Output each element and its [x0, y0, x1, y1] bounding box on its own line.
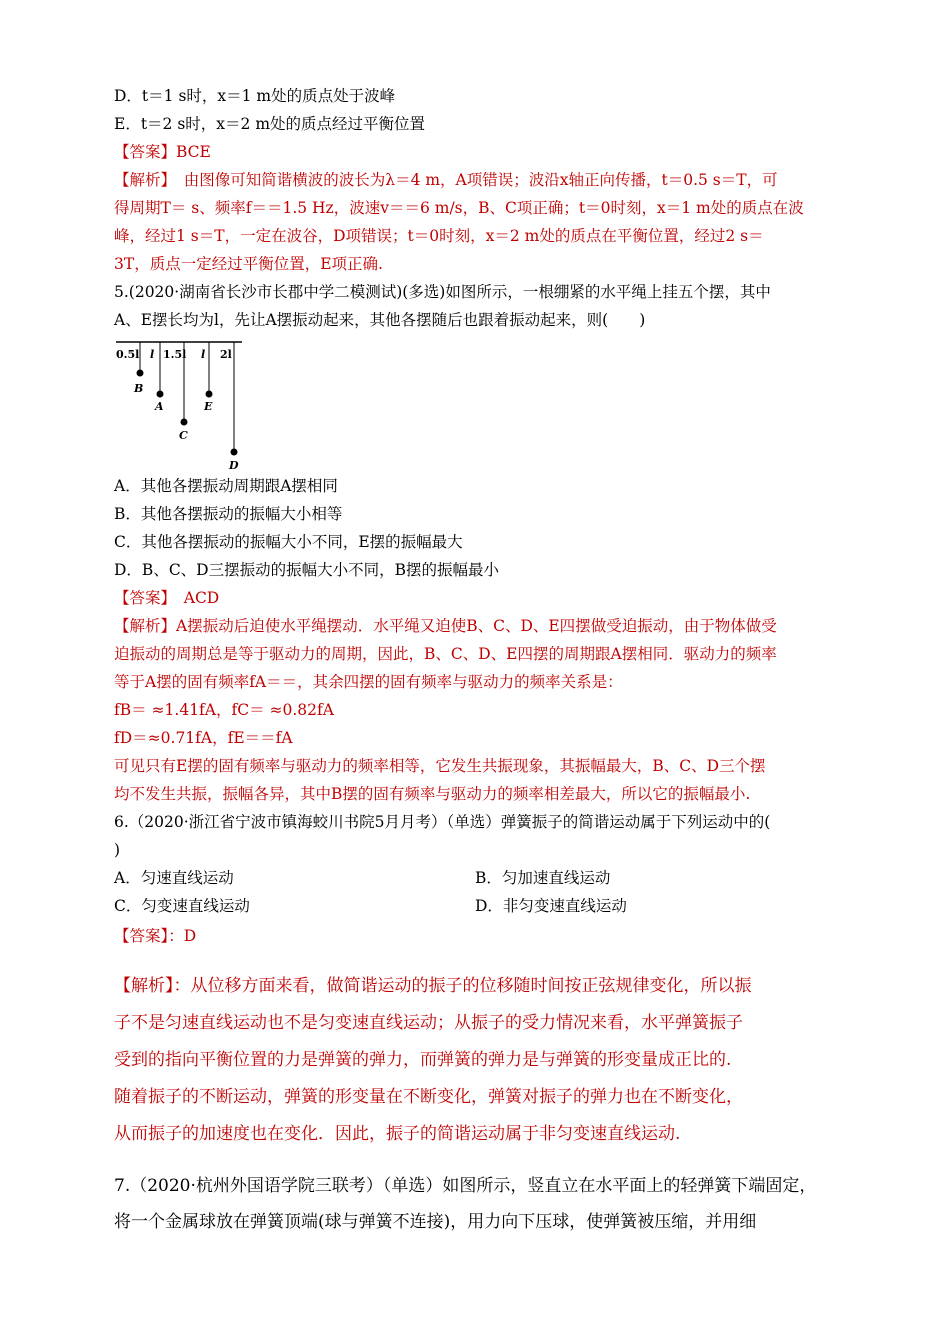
bob-d [231, 449, 238, 456]
q6-stem-line-1: 6.（2020·浙江省宁波市镇海蛟川书院5月月考）（单选）弹簧振子的简谐运动属于下列运动中的( [114, 813, 771, 831]
bob-label-c: C [179, 429, 188, 442]
q4-option-d: D．t＝1 s时，x＝1 m处的质点处于波峰 [114, 87, 396, 105]
bob-a [157, 391, 164, 398]
q6-option-c: C．匀变速直线运动 [114, 897, 250, 915]
q4-answer: 【答案】BCE [114, 143, 211, 161]
q6-explanation-line-2: 子不是匀速直线运动也不是匀变速直线运动；从振子的受力情况来看，水平弹簧振子 [114, 1013, 743, 1033]
q4-explanation-line-2: 得周期T＝ s、频率f＝＝1.5 Hz，波速v＝＝6 m/s，B、C项正确；t＝0时刻，x＝1 m处的质点在波 [114, 199, 804, 217]
pendulum-diagram [112, 340, 247, 475]
bob-c [181, 419, 188, 426]
bob-b [137, 370, 144, 377]
q6-explanation-line-4: 随着振子的不断运动，弹簧的形变量在不断变化，弹簧对振子的弹力也在不断变化， [114, 1087, 743, 1107]
length-label-a: l [150, 348, 155, 361]
length-label-c: 1.5l [163, 348, 187, 361]
bob-label-a: A [155, 400, 164, 413]
q6-option-a: A．匀速直线运动 [114, 869, 234, 887]
q6-answer: 【答案】：D [114, 927, 197, 945]
q6-option-d: D．非匀变速直线运动 [475, 897, 627, 915]
q6-explanation-line-5: 从而振子的加速度也在变化．因此，振子的简谐运动属于非匀变速直线运动. [114, 1124, 681, 1144]
length-label-b: 0.5l [116, 348, 140, 361]
q7-stem-line-2: 将一个金属球放在弹簧顶端(球与弹簧不连接)，用力向下压球，使弹簧被压缩，并用细 [114, 1212, 757, 1232]
bob-e [206, 391, 213, 398]
q4-explanation-line-4: 3T，质点一定经过平衡位置，E项正确. [114, 255, 383, 273]
q6-stem-line-2: ) [114, 841, 121, 859]
q5-option-b: B．其他各摆振动的振幅大小相等 [114, 505, 343, 523]
q5-option-c: C．其他各摆振动的振幅大小不同，E摆的振幅最大 [114, 533, 463, 551]
q5-explanation-line-5: fD＝≈0.71fA，fE＝＝fA [114, 729, 293, 747]
q5-stem-line-1: 5.(2020·湖南省长沙市长郡中学二模测试)(多选)如图所示，一根绷紧的水平绳上挂五个摆，其中 [114, 283, 771, 301]
q5-explanation-line-3: 等于A摆的固有频率fA＝＝，其余四摆的固有频率与驱动力的频率关系是： [114, 673, 623, 691]
length-label-d: 2l [220, 348, 232, 361]
q5-option-a: A．其他各摆振动周期跟A摆相同 [114, 477, 338, 495]
q6-option-b: B．匀加速直线运动 [475, 869, 611, 887]
q4-explanation-line-3: 峰，经过1 s＝T，一定在波谷，D项错误；t＝0时刻，x＝2 m处的质点在平衡位置，经过2 s＝ [114, 227, 764, 245]
bob-label-d: D [229, 459, 239, 472]
q4-option-e: E．t＝2 s时，x＝2 m处的质点经过平衡位置 [114, 115, 426, 133]
q6-explanation-line-1: 【解析】：从位移方面来看，做简谐运动的振子的位移随时间按正弦规律变化，所以振 [114, 976, 752, 996]
q5-explanation-line-6: 可见只有E摆的固有频率与驱动力的频率相等，它发生共振现象，其振幅最大，B、C、D三个摆 [114, 757, 766, 775]
q5-stem-line-2: A、E摆长均为l，先让A摆振动起来，其他各摆随后也跟着振动起来，则( ) [114, 311, 646, 329]
q7-stem-line-1: 7.（2020·杭州外国语学院三联考）（单选）如图所示，竖直立在水平面上的轻弹簧下端固定， [114, 1176, 817, 1196]
length-label-e: l [201, 348, 206, 361]
q4-explanation-line-1: 【解析】 由图像可知简谐横波的波长为λ＝4 m，A项错误；波沿x轴正向传播，t＝0.5 s＝T，可 [114, 171, 778, 189]
q5-explanation-line-7: 均不发生共振，振幅各异，其中B摆的固有频率与驱动力的频率相差最大，所以它的振幅最小. [114, 785, 751, 803]
q5-option-d: D．B、C、D三摆振动的振幅大小不同，B摆的振幅最小 [114, 561, 499, 579]
bob-label-b: B [134, 382, 144, 395]
q5-explanation-line-1: 【解析】A摆振动后迫使水平绳摆动．水平绳又迫使B、C、D、E四摆做受迫振动，由于物体做受 [114, 617, 777, 635]
q5-explanation-line-4: fB＝ ≈1.41fA，fC＝ ≈0.82fA [114, 701, 334, 719]
q6-explanation-line-3: 受到的指向平衡位置的力是弹簧的弹力，而弹簧的弹力是与弹簧的形变量成正比的. [114, 1050, 732, 1070]
bob-label-e: E [204, 400, 213, 413]
q5-answer: 【答案】 ACD [114, 589, 220, 607]
q5-explanation-line-2: 迫振动的周期总是等于驱动力的周期，因此，B、C、D、E四摆的周期跟A摆相同．驱动力的频率 [114, 645, 777, 663]
